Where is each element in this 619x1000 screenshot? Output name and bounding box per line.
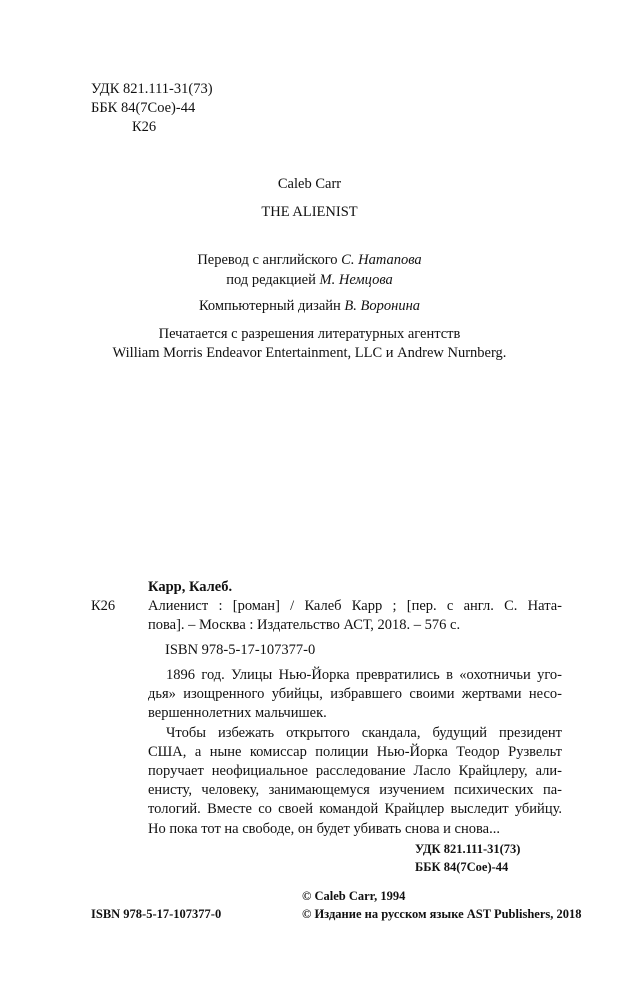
editor-credit — [0, 271, 619, 290]
catalog-heading: Карр, Калеб. — [148, 579, 233, 595]
designer-name: В. Воронина — [344, 298, 421, 314]
design-credit — [0, 297, 619, 316]
design-prefix: Компьютерный дизайн — [198, 298, 345, 314]
annotation — [148, 666, 562, 839]
editor-name: М. Немцова — [319, 272, 393, 288]
license-line-1: Печатается с разрешения литературных агентств — [158, 326, 461, 342]
annotation-line: поручает неофициальное расследование Ласло Крайцлеру, али- — [148, 763, 562, 780]
copyright-author: © Caleb Carr, 1994 — [302, 889, 406, 903]
udk-code: УДК 821.111-31(73) — [91, 81, 213, 97]
license-line-2: William Morris Endeavor Entertainment, LLC и Andrew Nurnberg. — [112, 345, 507, 361]
catalog-desc-line-1: Алиенист : [роман] / Калеб Карр ; [пер. с англ. С. Ната- — [148, 598, 562, 614]
bbk-code-repeat: ББК 84(7Сое)-44 — [415, 860, 509, 874]
translator-name: С. Натапова — [341, 252, 422, 268]
udk-code-repeat: УДК 821.111-31(73) — [415, 842, 521, 856]
catalog-desc-line-2: пова]. – Москва : Издательство АСТ, 2018. – 576 с. — [148, 617, 461, 633]
annotation-line: США, а ныне комиссар полиции Нью-Йорка Теодор Рузвельт — [148, 743, 562, 760]
catalog-isbn: ISBN 978-5-17-107377-0 — [165, 642, 316, 658]
annotation-line: тологий. Вместе со своей командой Крайцлер выследит убийцу. — [148, 801, 562, 818]
translation-credit — [0, 251, 619, 270]
original-title: THE ALIENIST — [261, 204, 358, 220]
copyright-edition: © Издание на русском языке AST Publishers, 2018 — [302, 907, 582, 921]
footer-isbn: ISBN 978-5-17-107377-0 — [91, 907, 222, 921]
annotation-line: Чтобы избежать открытого скандала, будущий президент — [166, 724, 562, 741]
translation-prefix: Перевод с английского — [197, 252, 342, 268]
catalog-mark: К26 — [91, 598, 116, 614]
annotation-line: дья» изощренного убийцы, избравшего своими жертвами несо- — [148, 686, 562, 703]
original-author: Caleb Carr — [277, 176, 342, 192]
author-mark: К26 — [132, 119, 157, 135]
annotation-line: вершеннолетних мальчишек. — [148, 705, 327, 722]
annotation-line: енисту, человеку, занимающемуся изучением психических па- — [148, 782, 562, 799]
annotation-line: 1896 год. Улицы Нью-Йорка превратились в «охотничьи уго- — [166, 667, 562, 683]
annotation-line: Но пока тот на свободе, он будет убивать снова и снова... — [148, 820, 500, 837]
bbk-code: ББК 84(7Сое)-44 — [91, 100, 196, 116]
editor-prefix: под редакцией — [226, 272, 320, 288]
